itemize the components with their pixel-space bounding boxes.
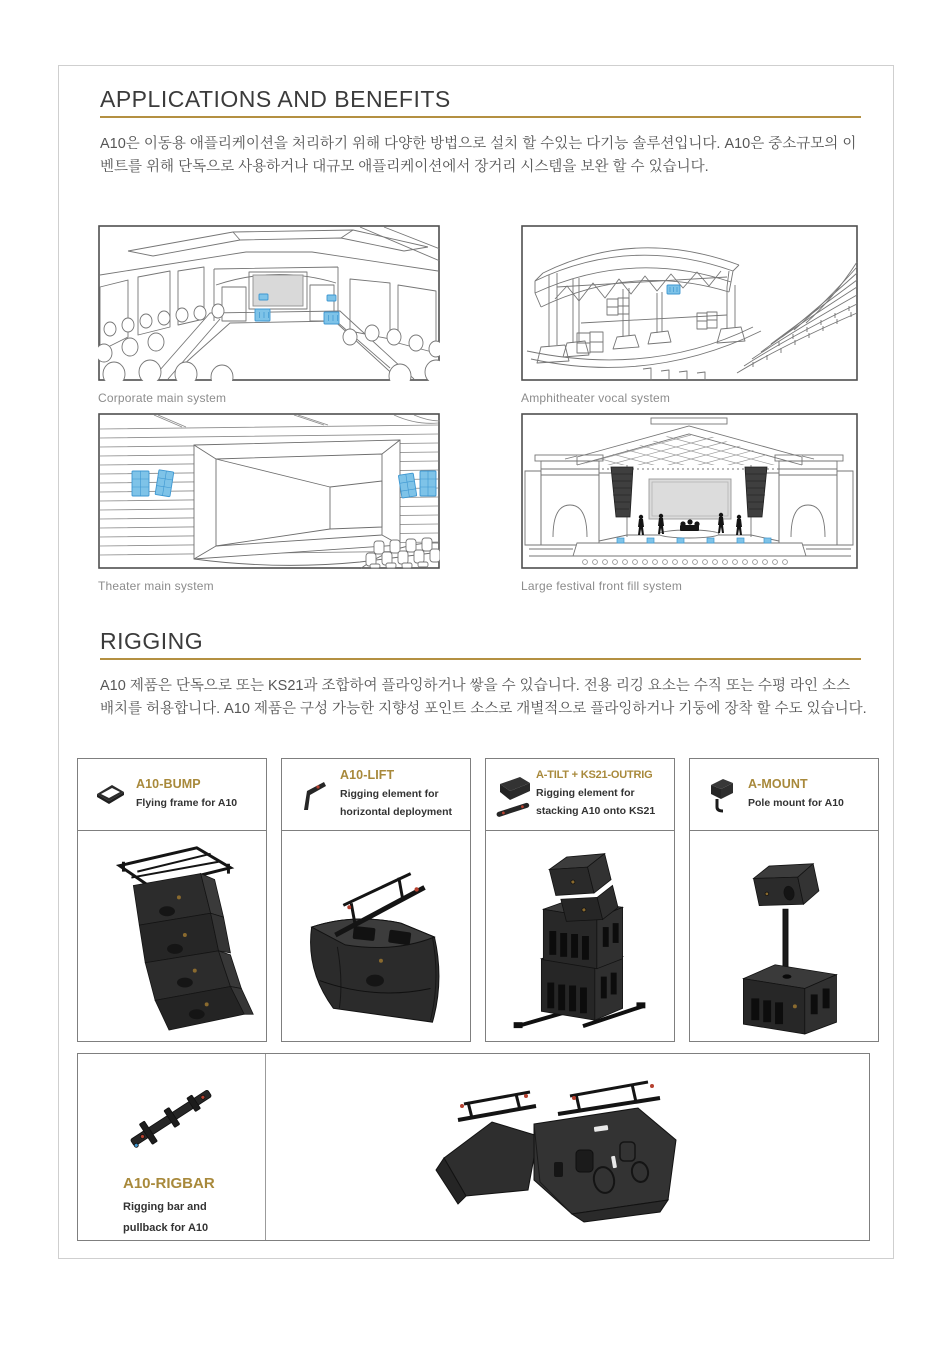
accessory-description: Rigging element for stacking A10 onto KS21 (536, 786, 656, 817)
accessory-description: Flying frame for A10 (136, 796, 238, 809)
accessory-card-a-tilt-ks21-outrig (485, 758, 675, 1042)
projection-screen (253, 275, 303, 306)
accessory-description: Rigging bar and pullback for A10 (123, 1201, 209, 1234)
tilt-and-outrigger-icon (492, 772, 536, 818)
a10-pair-with-rigbar-pullback (266, 1054, 869, 1240)
pole-mount-icon (696, 775, 748, 815)
figure-corporate (98, 225, 440, 405)
accessory-description: Rigging element for horizontal deployment (340, 787, 453, 818)
a10-horizontal-cluster-with-lift (282, 831, 470, 1041)
card-header (282, 759, 470, 831)
amphitheater-illustration (521, 225, 858, 381)
accessory-name: A10-BUMP (136, 776, 201, 791)
stage-screen (649, 479, 731, 519)
a10-pole-mounted-on-ks21-sub (690, 831, 878, 1041)
rigging-body: A10 제품은 단독으로 또는 KS21과 조합하여 플라잉하거나 쌓을 수 있습니다. 전용 리깅 요소는 수직 또는 수평 라인 소스 배치를 허용합니다. A10 제품은 구성 가능한 지향성 포인트 소스로 개별적으로 플라잉하거나 기둥에 장착 할 수도 있습니다. (100, 678, 867, 718)
card-header (690, 759, 878, 831)
a10-vertical-array-with-bump-frame (78, 831, 266, 1041)
figure-caption: Large festival front fill system (521, 579, 683, 593)
accessory-card-a10-bump (77, 758, 267, 1042)
card-header (486, 759, 674, 831)
card-header (78, 759, 266, 831)
accessory-card-a10-rigbar (77, 1053, 870, 1241)
applications-body: A10은 이동용 애플리케이션을 처리하기 위해 다양한 방법으로 설치 할 수있는 다기능 솔루션입니다. A10은 중소규모의 이벤트를 위해 단독으로 사용하거나 대규모 애플리케이션에서 장거리 시스템을 보완 할 수 있습니다. (100, 136, 857, 176)
festival-stage-illustration (521, 413, 858, 569)
figure-caption: Amphitheater vocal system (521, 391, 671, 405)
accessory-card-a-mount (689, 758, 879, 1042)
rigging-rule (100, 658, 861, 660)
figure-festival (521, 413, 858, 593)
accessory-name: A10-RIGBAR (123, 1175, 215, 1192)
applications-rule (100, 116, 861, 118)
figure-amphitheater (521, 225, 858, 405)
accessory-name: A-MOUNT (748, 776, 808, 791)
bump-frame-icon (84, 780, 136, 810)
figure-theater (98, 413, 440, 593)
rigbar-icon (111, 1072, 265, 1169)
accessory-description: Pole mount for A10 (748, 796, 844, 809)
accessory-card-a10-lift (281, 758, 471, 1042)
accessory-name: A10-LIFT (340, 767, 395, 782)
rigbar-label-column (78, 1054, 266, 1240)
applications-title: APPLICATIONS AND BENEFITS (100, 86, 451, 112)
lift-bar-icon (288, 776, 340, 814)
theater-illustration (98, 413, 440, 569)
a10-stacked-on-ks21-subs (486, 831, 674, 1041)
figure-caption: Corporate main system (98, 391, 227, 405)
rigging-title: RIGGING (100, 628, 204, 654)
corporate-room-illustration (98, 225, 440, 381)
figure-caption: Theater main system (98, 579, 214, 593)
accessory-name: A-TILT + KS21-OUTRIG (536, 768, 653, 781)
